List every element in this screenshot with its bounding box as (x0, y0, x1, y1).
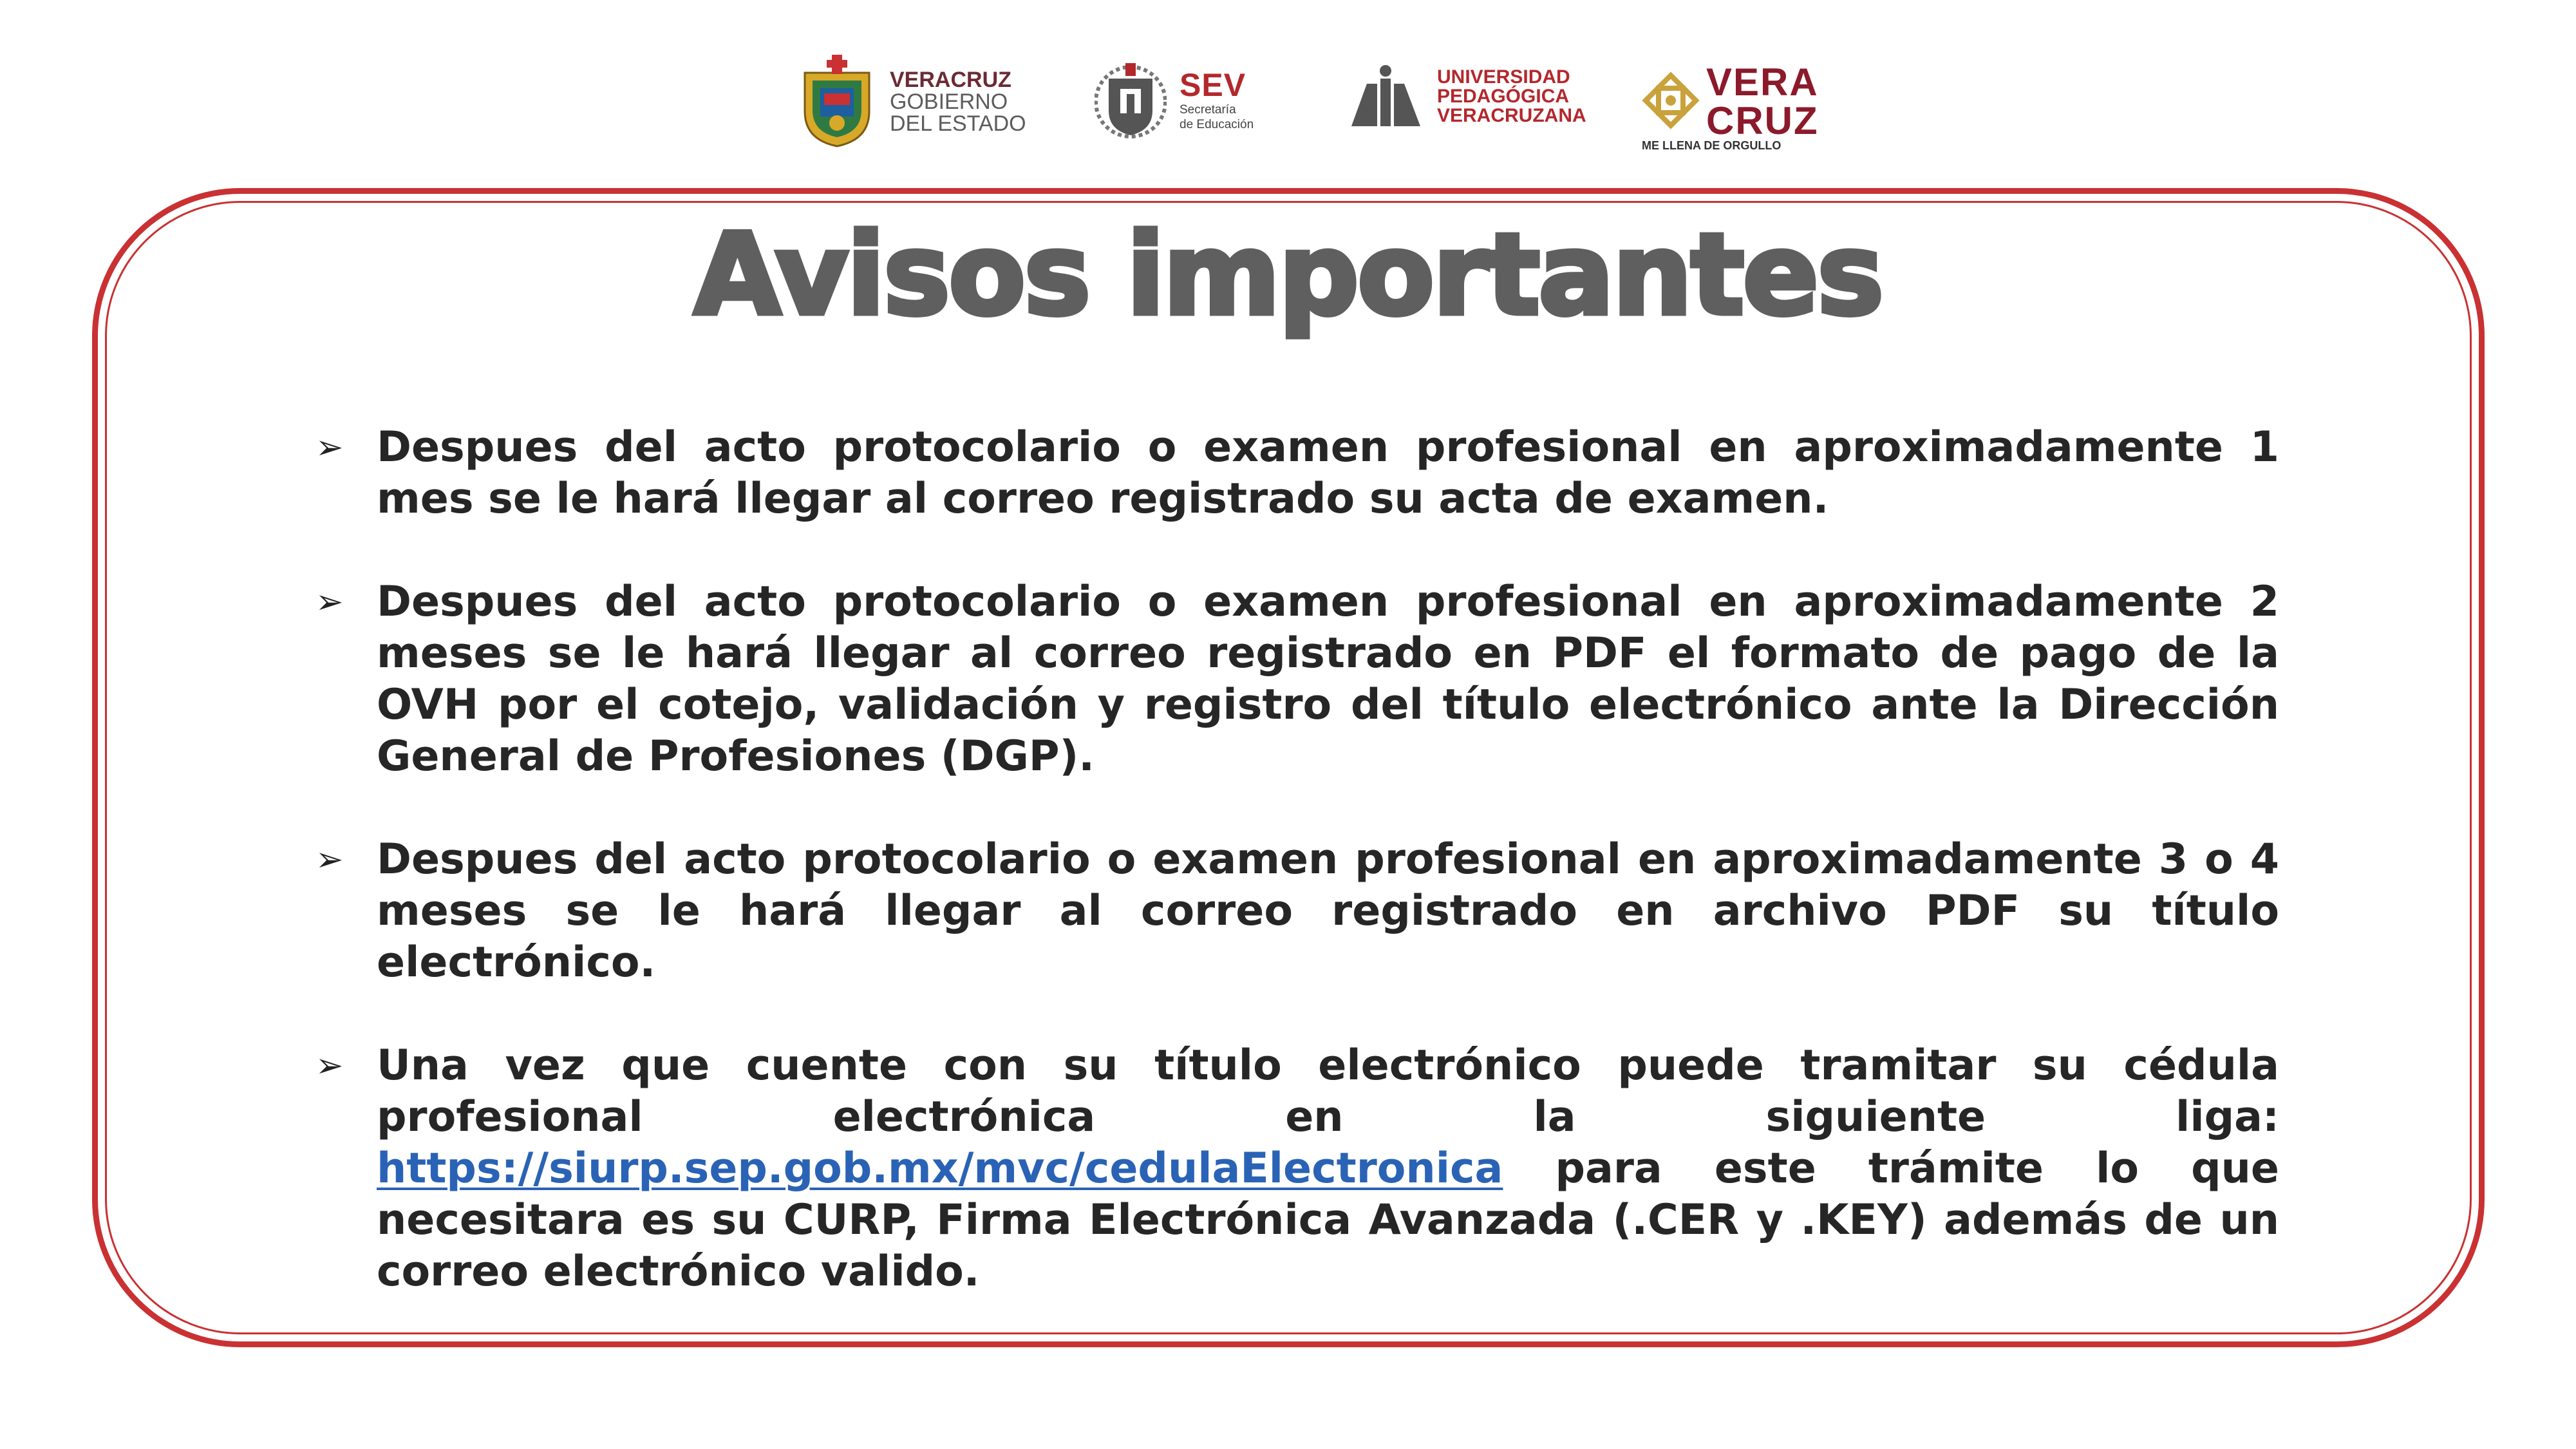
logo-universidad-pedagogica-veracruzana (1349, 64, 1586, 129)
upv-text (1437, 68, 1586, 126)
logo-text-line: VERACRUZANA (1437, 105, 1586, 126)
notice-item (315, 422, 2279, 525)
cedula-electronica-link[interactable]: https://siurp.sep.gob.mx/mvc/cedulaElectronica (377, 1144, 1503, 1193)
veracruz-marca-text (1706, 63, 1819, 140)
logo-text-line: VERACRUZ (890, 67, 1011, 92)
veracruz-coat-of-arms-icon (798, 55, 876, 148)
notice-text-before-link: Una vez que cuente con su título electrónico puede tramitar su cédula profesional electrónica en la siguiente liga: (377, 1041, 2279, 1141)
upv-emblem-icon (1349, 64, 1423, 129)
header-logos (0, 0, 2576, 180)
logo-text-line: GOBIERNO (890, 89, 1008, 114)
veracruz-gobierno-text (890, 69, 1026, 135)
logo-text-line: SEV (1180, 66, 1246, 103)
notice-text-with-link (377, 1040, 2279, 1298)
logo-sev (1095, 59, 1254, 140)
notice-item (315, 576, 2279, 782)
notice-text: Despues del acto protocolario o examen profesional en aproximadamente 3 o 4 meses se le hará llegar al correo registrado en archivo PDF su título electrónico. (377, 835, 2279, 987)
sev-seal-icon (1095, 59, 1167, 140)
notice-text: Despues del acto protocolario o examen profesional en aproximadamente 1 mes se le hará llegar al correo registrado su acta de examen. (377, 423, 2279, 523)
notice-text: Despues del acto protocolario o examen profesional en aproximadamente 2 meses se le hará llegar al correo registrado en PDF el formato de pago de la OVH por el cotejo, validación y registro del título electrónico ante la Dirección General de Profesiones (DGP). (377, 578, 2279, 781)
notice-list (315, 422, 2279, 1349)
logo-text-line: CRUZ (1706, 99, 1819, 142)
logo-text-line: UNIVERSIDAD (1437, 66, 1570, 88)
arrow-bullet-icon: ➢ (315, 840, 344, 879)
page-title: Avisos importantes (693, 210, 1883, 341)
logo-text-line: DEL ESTADO (890, 111, 1026, 136)
notice-text-after-link: para este trámite lo que necesitara es su CURP, Firma Electrónica Avanzada (.CER y .KEY) además de un correo electrónico valido. (377, 1144, 2279, 1296)
veracruz-knot-icon (1642, 71, 1700, 133)
notice-item (315, 1040, 2279, 1298)
logo-veracruz-marca (1642, 61, 1819, 152)
arrow-bullet-icon: ➢ (315, 1046, 344, 1085)
logo-veracruz-gobierno (798, 55, 1026, 148)
logo-text-line: VERA (1706, 61, 1819, 104)
veracruz-marca-tagline: ME LLENA DE ORGULLO (1642, 139, 1782, 152)
logo-text-line: de Educación (1180, 117, 1254, 131)
sev-text (1180, 66, 1254, 131)
logo-text-line: Secretaría (1180, 102, 1236, 117)
logo-text-line: PEDAGÓGICA (1437, 86, 1570, 107)
arrow-bullet-icon: ➢ (315, 428, 344, 467)
notice-item (315, 834, 2279, 989)
arrow-bullet-icon: ➢ (315, 583, 344, 621)
